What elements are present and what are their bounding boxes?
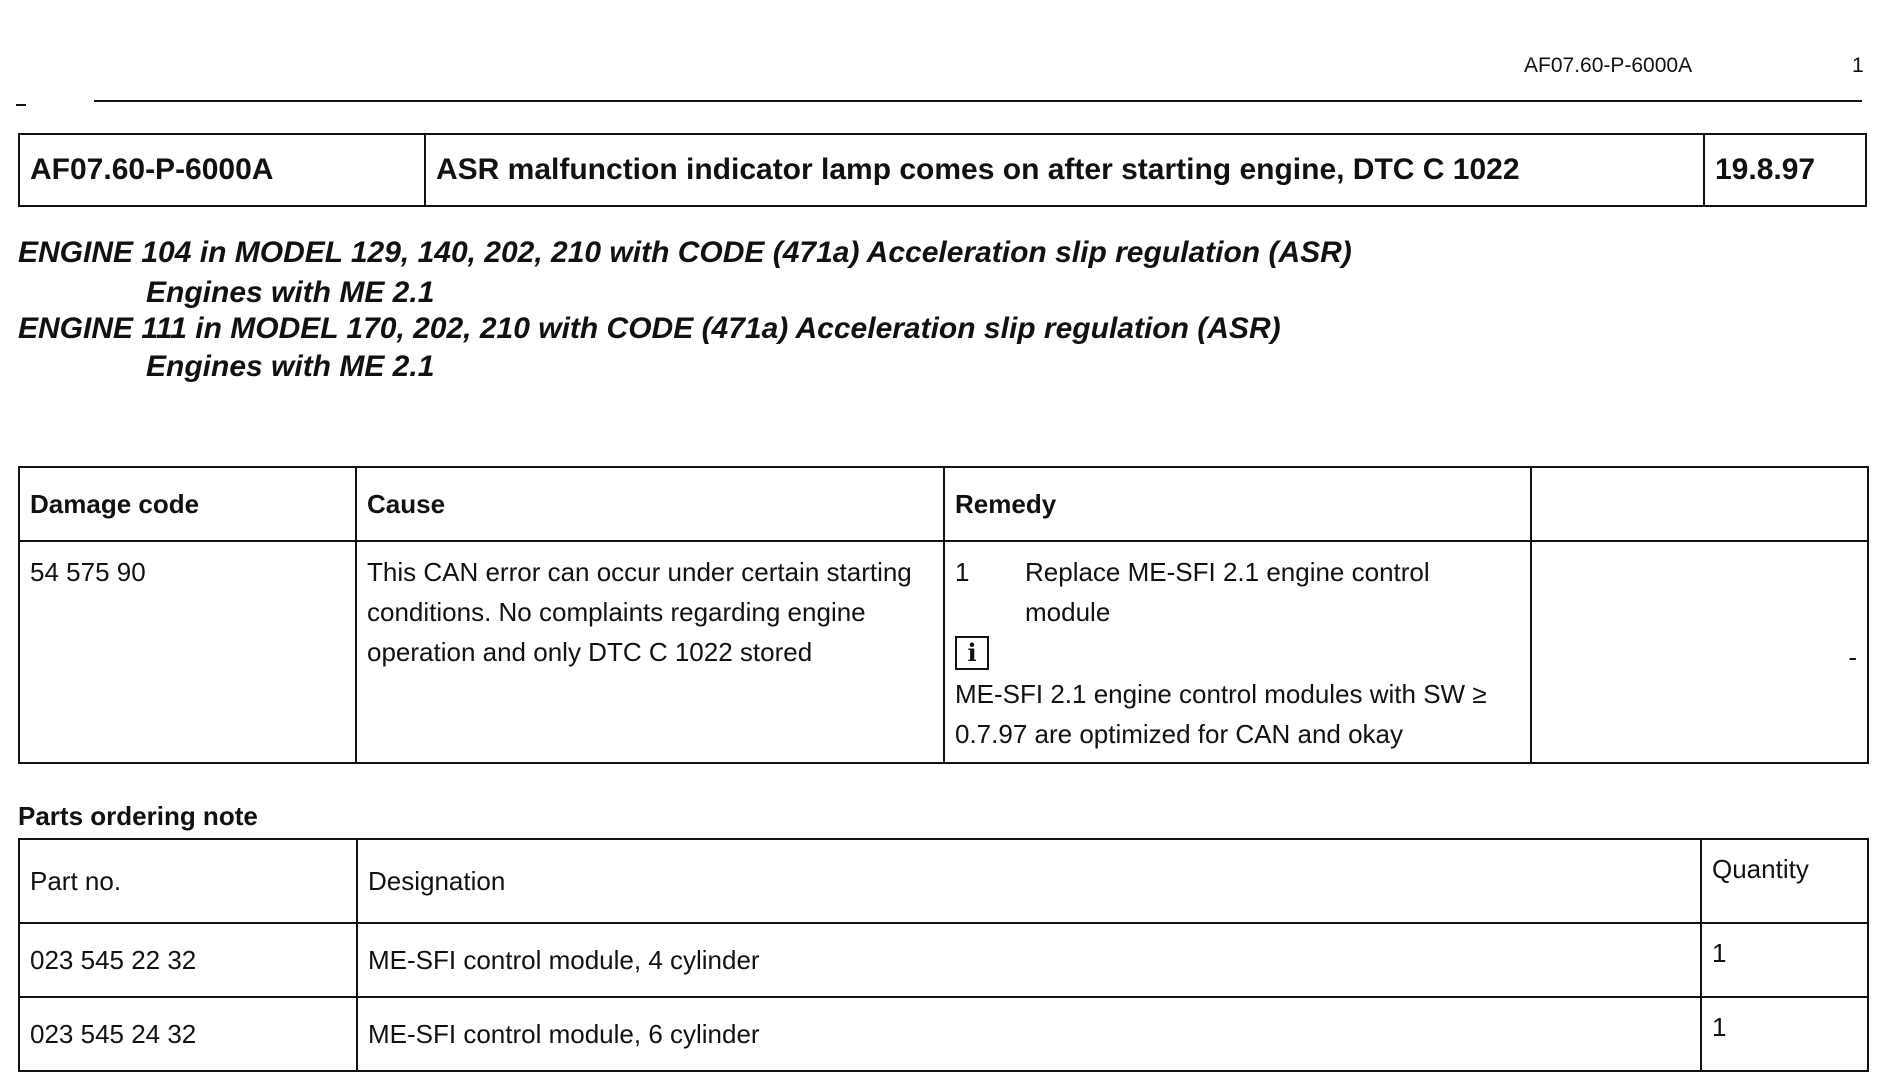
remedy-step — [955, 552, 1520, 632]
table-row — [19, 997, 1868, 1071]
header-remedy: Remedy — [944, 467, 1531, 541]
header-doc-code: AF07.60-P-6000A — [1524, 54, 1693, 77]
damage-code-cell: 54 575 90 — [19, 541, 356, 763]
quantity-cell: 1 — [1701, 997, 1868, 1071]
header-dash — [16, 104, 26, 106]
remedy-step-number: 1 — [955, 557, 970, 587]
quantity-cell: 1 — [1701, 923, 1868, 997]
part-no-cell: 023 545 22 32 — [19, 923, 357, 997]
part-no-cell: 023 545 24 32 — [19, 997, 357, 1071]
header-cause: Cause — [356, 467, 944, 541]
header-quantity: Quantity — [1701, 839, 1868, 923]
remedy-note: ME-SFI 2.1 engine control modules with SW ≥ 0.7.97 are optimized for CAN and okay — [955, 679, 1487, 749]
applicability-line-2: ENGINE 111 in MODEL 170, 202, 210 with CODE (471a) Acceleration slip regulation (ASR) — [18, 312, 1281, 345]
page-number: 1 — [1852, 54, 1864, 77]
parts-ordering-title: Parts ordering note — [18, 801, 258, 831]
title-code: AF07.60-P-6000A — [19, 134, 425, 206]
header-designation: Designation — [357, 839, 1701, 923]
header-part-no: Part no. — [19, 839, 357, 923]
parts-table — [18, 838, 1869, 1072]
damage-table — [18, 466, 1869, 764]
designation-cell: ME-SFI control module, 4 cylinder — [357, 923, 1701, 997]
extra-cell: - — [1531, 541, 1868, 763]
title-table — [18, 133, 1867, 207]
designation-cell: ME-SFI control module, 6 cylinder — [357, 997, 1701, 1071]
header-rule — [94, 100, 1862, 102]
title-description: ASR malfunction indicator lamp comes on after starting engine, DTC C 1022 — [425, 134, 1704, 206]
cause-cell: This CAN error can occur under certain starting conditions. No complaints regarding engine operation and only DTC C 1022 stored — [356, 541, 944, 763]
applicability-sub-2: Engines with ME 2.1 — [146, 350, 435, 383]
header-damage-code: Damage code — [19, 467, 356, 541]
header-extra — [1531, 467, 1868, 541]
info-icon: i — [955, 636, 989, 670]
title-date: 19.8.97 — [1704, 134, 1866, 206]
remedy-cell — [944, 541, 1531, 763]
remedy-step-text: Replace ME-SFI 2.1 engine control module — [1025, 557, 1430, 627]
applicability-sub-1: Engines with ME 2.1 — [146, 276, 435, 309]
applicability-line-1: ENGINE 104 in MODEL 129, 140, 202, 210 with CODE (471a) Acceleration slip regulation (ASR) — [18, 236, 1352, 269]
table-row — [19, 923, 1868, 997]
